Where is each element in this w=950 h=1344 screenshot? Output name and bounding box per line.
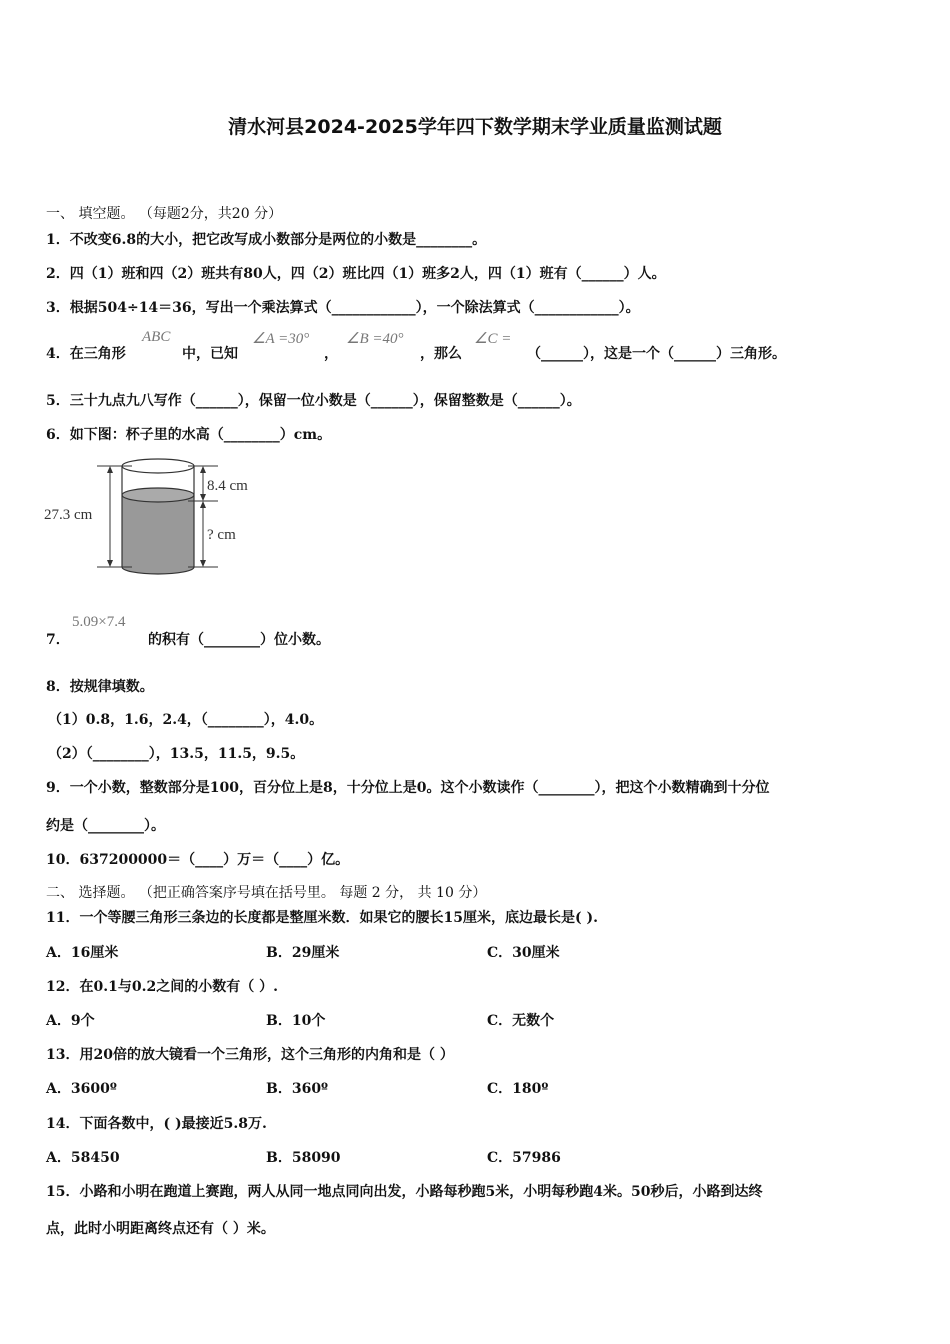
section1-heading: 一、 填空题。 （每题2分，共20 分）	[46, 206, 283, 222]
q12-option-b: B．10个	[266, 1013, 326, 1029]
question-14: 14．下面各数中，( )最接近5.8万.	[46, 1116, 267, 1132]
q4-math-angle-b: ∠B =40°	[346, 331, 404, 347]
q14-option-b: B．58090	[266, 1150, 341, 1166]
q11-option-a: A．16厘米	[46, 945, 119, 961]
cup-rim	[122, 459, 194, 473]
q7-math: 5.09×7.4	[72, 614, 126, 630]
question-9-line1: 9．一个小数，整数部分是100，百分位上是8，十分位上是0。这个小数读作（________），把这个小数精确到十分位	[46, 780, 770, 796]
section2-heading: 二、 选择题。 （把正确答案序号填在括号里。 每题 2 分， 共 10 分）	[46, 885, 487, 901]
label-water: ? cm	[207, 527, 236, 543]
q7-num: 7．	[46, 632, 70, 648]
question-5: 5．三十九点九八写作（______），保留一位小数是（______），保留整数是（______）。	[46, 393, 581, 409]
q13-option-a: A．3600º	[46, 1081, 117, 1097]
water-fill	[122, 495, 194, 574]
q4-text-d: （______），这是一个（______）三角形。	[527, 346, 786, 362]
q14-option-a: A．58450	[46, 1150, 120, 1166]
label-top: 8.4 cm	[207, 478, 248, 494]
q4-text-b: 中，已知	[182, 346, 238, 362]
q11-option-b: B．29厘米	[266, 945, 340, 961]
label-total: 27.3 cm	[44, 507, 93, 523]
q4-text-c: ，那么	[420, 346, 462, 362]
q13-option-b: B．360º	[266, 1081, 329, 1097]
q12-option-c: C．无数个	[487, 1013, 555, 1029]
cup-figure	[40, 455, 280, 580]
question-6: 6．如下图：杯子里的水高（________）cm。	[46, 427, 332, 443]
q14-option-c: C．57986	[487, 1150, 561, 1166]
q4-comma: ，	[324, 346, 338, 362]
q4-math-abc: ABC	[142, 329, 171, 345]
question-8-2: （2）（________），13.5，11.5，9.5。	[48, 746, 305, 762]
q11-option-c: C．30厘米	[487, 945, 560, 961]
question-9-line2: 约是（________）。	[46, 818, 165, 834]
q12-option-a: A．9个	[46, 1013, 95, 1029]
q4-math-angle-c: ∠C =	[474, 331, 512, 347]
question-11: 11．一个等腰三角形三条边的长度都是整厘米数．如果它的腰长15厘米，底边最长是( ).	[46, 910, 598, 926]
question-2: 2．四（1）班和四（2）班共有80人，四（2）班比四（1）班多2人，四（1）班有（______）人。	[46, 266, 666, 282]
q4-text-a: 4．在三角形	[46, 346, 126, 362]
q4-math-angle-a: ∠A =30°	[252, 331, 310, 347]
question-1: 1．不改变6.8的大小，把它改写成小数部分是两位的小数是________。	[46, 232, 487, 248]
question-3: 3．根据504÷14＝36，写出一个乘法算式（____________），一个除法算式（____________）。	[46, 300, 640, 316]
page-title: 清水河县2024-2025学年四下数学期末学业质量监测试题	[228, 116, 722, 138]
q7-text: 的积有（________）位小数。	[148, 632, 330, 648]
water-surface	[122, 488, 194, 502]
question-13: 13．用20倍的放大镜看一个三角形，这个三角形的内角和是（ ）	[46, 1047, 454, 1063]
question-15-line2: 点，此时小明距离终点还有（ ）米。	[46, 1221, 275, 1237]
question-12: 12．在0.1与0.2之间的小数有（ ）.	[46, 979, 278, 995]
q13-option-c: C．180º	[487, 1081, 549, 1097]
question-15-line1: 15．小路和小明在跑道上赛跑，两人从同一地点同向出发，小路每秒跑5米，小明每秒跑4米。50秒后，小路到达终	[46, 1184, 763, 1200]
question-8-1: （1）0.8，1.6，2.4，（________），4.0。	[48, 712, 324, 728]
question-10: 10．637200000＝（____）万＝（____）亿。	[46, 852, 350, 868]
question-8: 8．按规律填数。	[46, 679, 154, 695]
